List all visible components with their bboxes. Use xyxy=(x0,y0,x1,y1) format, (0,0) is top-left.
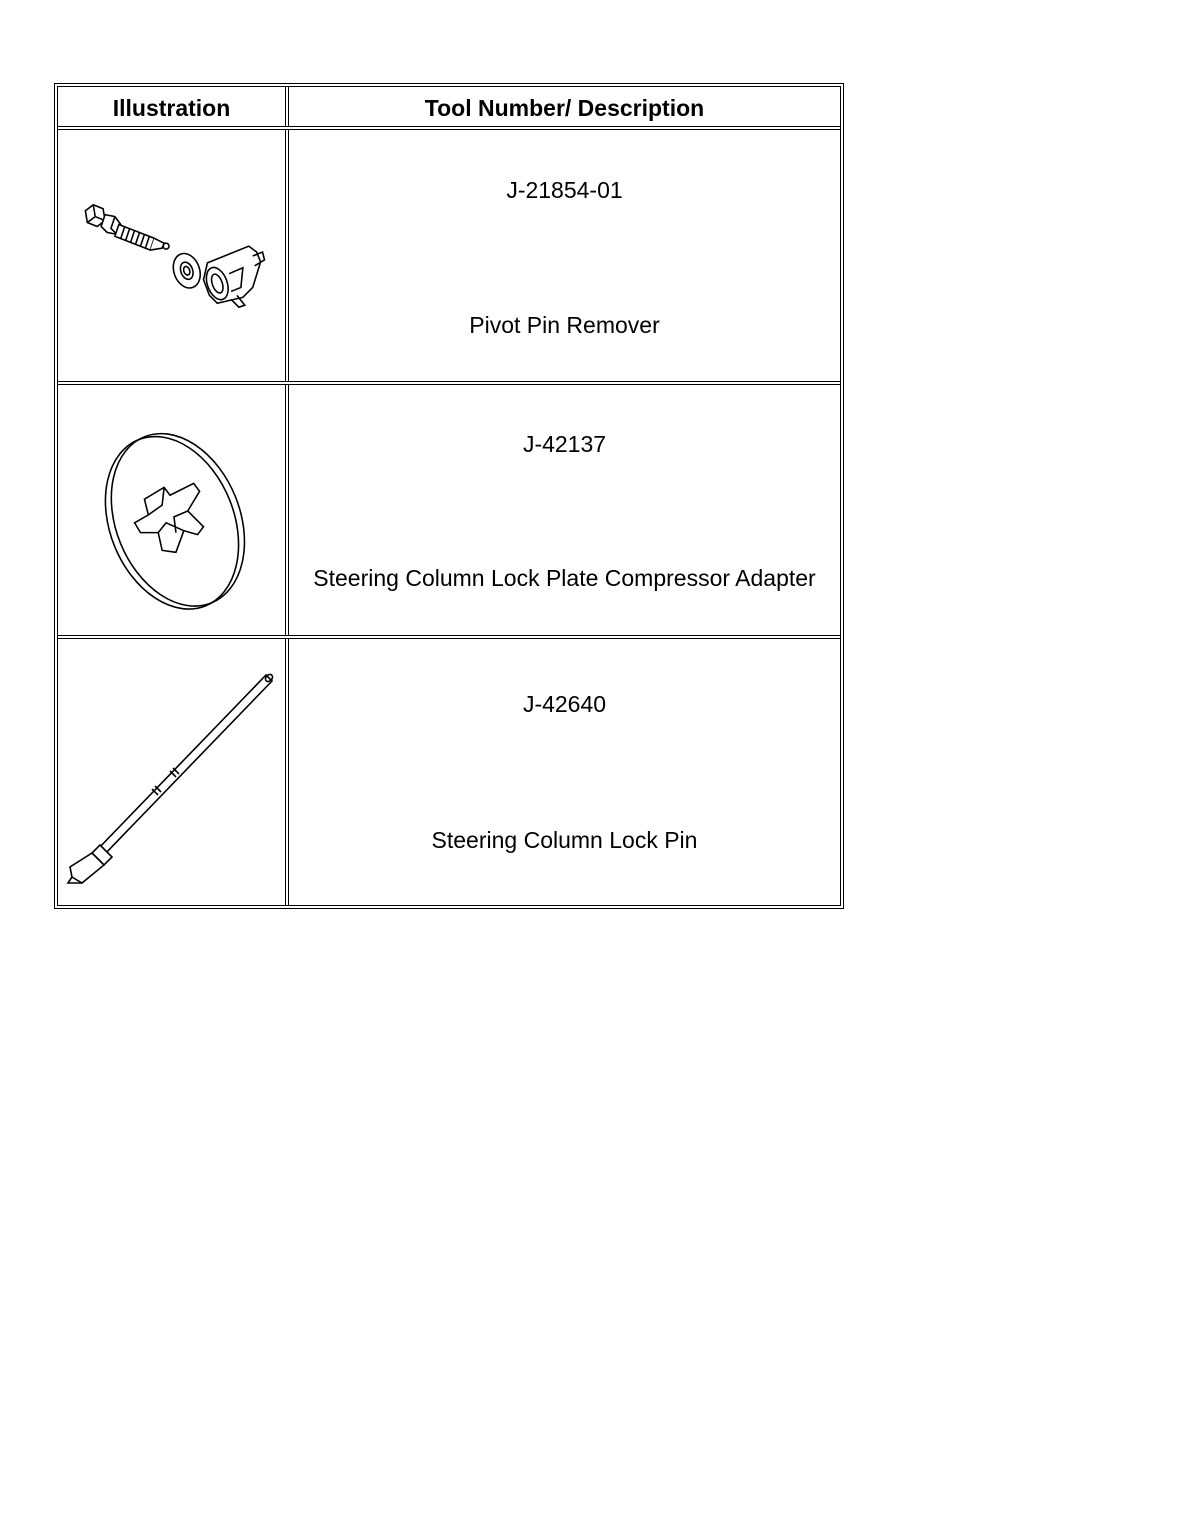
table-header-row xyxy=(58,87,840,130)
header-cell-illustration xyxy=(58,87,285,126)
tool-description: Pivot Pin Remover xyxy=(469,312,660,338)
header-cell-tool xyxy=(285,87,840,126)
illustration-cell xyxy=(58,639,285,905)
lock-pin-icon xyxy=(58,639,285,905)
tool-description: Steering Column Lock Plate Compressor Adapter xyxy=(313,565,816,591)
tool-number: J-42640 xyxy=(522,691,607,717)
table-row xyxy=(58,639,840,905)
tool-number: J-21854-01 xyxy=(506,177,623,203)
tool-description-cell xyxy=(285,639,840,905)
lock-plate-adapter-icon xyxy=(58,385,285,635)
illustration-cell xyxy=(58,130,285,381)
tool-number: J-42137 xyxy=(522,431,607,457)
tool-table xyxy=(54,83,844,909)
tool-description: Steering Column Lock Pin xyxy=(431,827,698,853)
table-row xyxy=(58,385,840,639)
pivot-pin-remover-icon xyxy=(58,130,285,381)
tool-description-cell xyxy=(285,385,840,635)
header-tool-number-description: Tool Number/ Description xyxy=(424,95,705,121)
table-row xyxy=(58,130,840,385)
header-illustration: Illustration xyxy=(112,95,231,121)
tool-description-cell xyxy=(285,130,840,381)
illustration-cell xyxy=(58,385,285,635)
